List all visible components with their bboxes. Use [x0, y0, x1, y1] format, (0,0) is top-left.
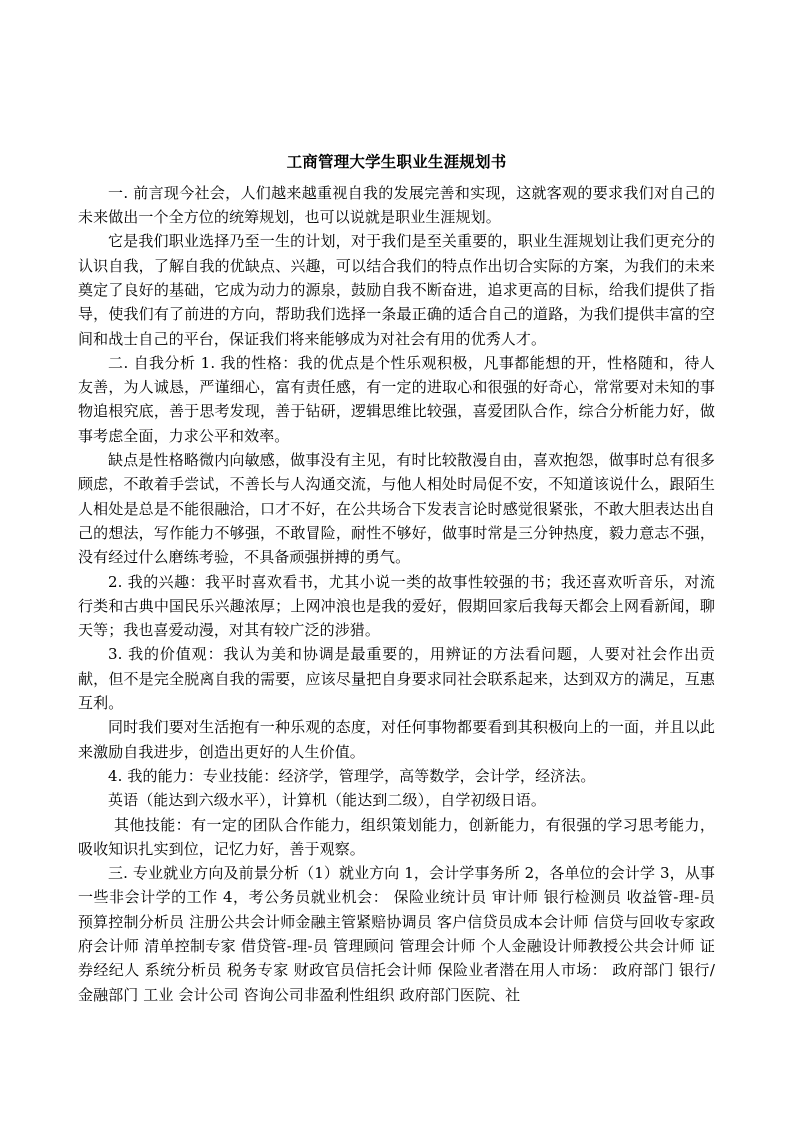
paragraph-interests: 2. 我的兴趣：我平时喜欢看书，尤其小说一类的故事性较强的书；我还喜欢听音乐，对流行类和古典中国民乐兴趣浓厚；上网冲浪也是我的爱好，假期回家后我每天都会上网看新闻，聊天等；我也喜爱动漫，对其有较广泛的涉猎。 [78, 572, 715, 640]
paragraph-abilities-other: 其他技能：有一定的团队合作能力，组织策划能力，创新能力，有很强的学习思考能力，吸收知识扎实到位，记忆力好，善于观察。 [78, 815, 715, 858]
paragraph-abilities-language: 英语（能达到六级水平），计算机（能达到二级），自学初级日语。 [108, 791, 547, 810]
paragraph-self-analysis-personality: 二. 自我分析 1. 我的性格：我的优点是个性乐观积极，凡事都能想的开，性格随和，待人友善，为人诚恳，严谨细心，富有责任感，有一定的进取心和很强的好奇心，常常要对未知的事物追根究底，善于思考发现，善于钻研，逻辑思维比较强，喜爱团队合作，综合分析能力好，做事考虑全面，力求公平和效率。 [78, 353, 715, 445]
paragraph-preface-2: 它是我们职业选择乃至一生的计划，对于我们是至关重要的，职业生涯规划让我们更充分的认识自我，了解自我的优缺点、兴趣，可以结合我们的特点作出切合实际的方案，为我们的未来奠定了良好的基础，它成为动力的源泉，鼓励自我不断奋进，追求更高的目标，给我们提供了指导，使我们有了前进的方向，帮助我们选择一条最正确的适合自己的道路，为我们提供丰富的空间和战士自己的平台，保证我们将来能够成为对社会有用的优秀人才。 [78, 232, 715, 348]
paragraph-optimism: 同时我们要对生活抱有一种乐观的态度，对任何事物都要看到其积极向上的一面，并且以此来激励自我进步，创造出更好的人生价值。 [78, 718, 715, 761]
paragraph-preface-1: 一. 前言现今社会，人们越来越重视自我的发展完善和实现，这就客观的要求我们对自己的未来做出一个全方位的统筹规划，也可以说就是职业生涯规划。 [78, 183, 715, 227]
paragraph-abilities-professional: 4. 我的能力：专业技能：经济学，管理学，高等数学，会计学，经济法。 [108, 766, 596, 785]
paragraph-values: 3. 我的价值观：我认为美和协调是最重要的，用辨证的方法看问题，人要对社会作出贡献，但不是完全脱离自我的需要，应该尽量把自身要求同社会联系起来，达到双方的满足，互惠互利。 [78, 645, 715, 713]
page-title: 工商管理大学生职业生涯规划书 [286, 152, 507, 171]
paragraph-career-direction: 三. 专业就业方向及前景分析（1）就业方向 1，会计学事务所 2，各单位的会计学 3，从事一些非会计学的工作 4，考公务员就业机会： 保险业统计员 审计师 银行检测员 收益管-理-员 预算控制分析员 注册公共会计师金融主管紧赔协调员 客户信贷员成本会计师 信贷与回收专家政府会计师 清单控制专家 借贷管-理-员 管理顾问 管理会计师 个人金融设计师教授公共会计师 证券经纪人 系统分析员 税务专家 财政官员信托会计师 保险业者潜在用人市场： 政府部门 银行/金融部门 工业 会计公司 咨询公司非盈利性组织 政府部门医院、社 [78, 864, 715, 1004]
paragraph-weaknesses: 缺点是性格略微内向敏感，做事没有主见，有时比较散漫自由，喜欢抱怨，做事时总有很多顾虑，不敢着手尝试，不善长与人沟通交流，与他人相处时局促不安，不知道该说什么，跟陌生人相处是总是不能很融洽，口才不好，在公共场合下发表言论时感觉很紧张，不敢大胆表达出自己的想法，写作能力不够强，不敢冒险，耐性不够好，做事时常是三分钟热度，毅力意志不强，没有经过什么磨练考验，不具备顽强拼搏的勇气。 [78, 451, 715, 567]
